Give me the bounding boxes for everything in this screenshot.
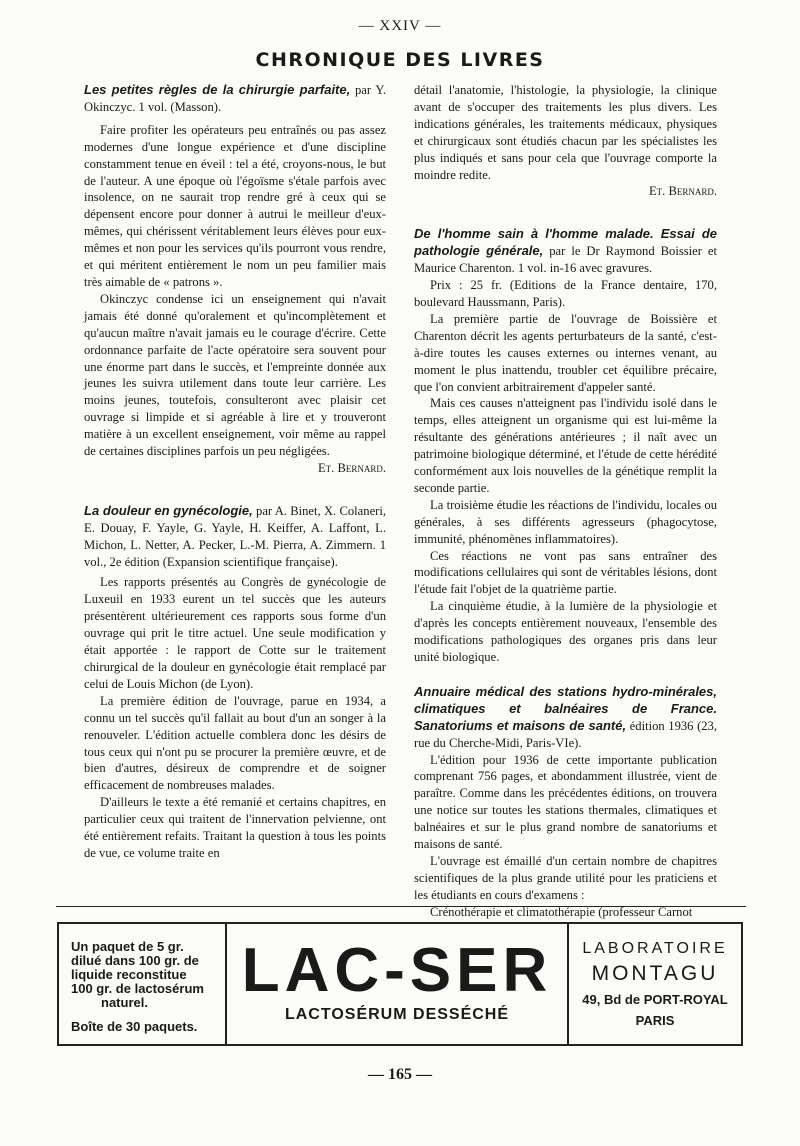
- ad-line: liquide reconstitue: [71, 967, 187, 982]
- ad-lab-city: PARIS: [635, 1013, 675, 1028]
- paragraph: La troisième étudie les réactions de l'individu, locales ou générales, à ses différents agresseurs (phagocytose, immunité, phénomènes inflammatoires).: [414, 497, 717, 546]
- ad-line: dilué dans 100 gr. de: [71, 953, 199, 968]
- review-title: Les petites règles de la chirurgie parfaite,: [84, 82, 351, 97]
- paragraph-continued: détail l'anatomie, l'histologie, la physiologie, la clinique avant de s'occuper des traitements les plus divers. Les indications générales, les traitements médicaux, physiques et chirurgicaux sont étudiés chacun par les spécialistes les plus indiqués et sans pour cela que l'ouvrage comporte la moindre redite.: [414, 83, 717, 182]
- paragraph: Ces réactions ne vont pas sans entraîner des modifications cellulaires qui sont de véritables lésions, dont l'étude fait l'objet de la quatrième partie.: [414, 548, 717, 597]
- review-price: Prix : 25 fr. (Editions de la France dentaire, 170, boulevard Haussmann, Paris).: [414, 278, 717, 309]
- page-roman-numeral: — XXIV —: [358, 18, 442, 34]
- paragraph: La première édition de l'ouvrage, parue en 1934, a connu un tel succès qu'il fallait au bout d'un an songer à la renouveler. L'édition actuelle comblera donc les désirs de tous ceux qui n'ont pu se procurer la première œuvre, et de bien d'autres, désireux de comprendre et de soigner efficacement de nombreuses malades.: [84, 693, 386, 793]
- review-title: De l'homme sain à l'homme malade. Essai de pathologie générale,: [414, 226, 717, 259]
- ad-lab-address: 49, Bd de PORT-ROYAL: [582, 992, 728, 1007]
- signature: Et. Bernard.: [317, 460, 386, 475]
- review-title: Annuaire médical des stations hydro-minérales, climatiques et balnéaires de France. Sanatoriums et maisons de santé,: [414, 683, 717, 733]
- advertisement: [57, 922, 743, 1046]
- ad-line: naturel.: [101, 995, 148, 1010]
- review-biblio: par A. Binet, X. Colaneri, E. Douay, F. Yayle, G. Yayle, H. Keiffer, A. Laffont, L. Michon, L. Netter, A. Pecker, L.-M. Pierra, A. Zimmern. 1 vol., 2e édition (Expansion scientifique française).: [84, 503, 386, 569]
- ad-lab-name: MONTAGU: [591, 962, 719, 985]
- page-title: CHRONIQUE DES LIVRES: [255, 49, 545, 71]
- paragraph: Faire profiter les opérateurs peu entraînés ou pas assez modernes d'une longue expérience et d'une discipline constamment tenue en éveil : tel a été, croyons-nous, le but de l'auteur. A une époque où l'égoïsme s'étale parfois avec insolence, on ne saurait trop rendre gré à ceux qui se dépensent encore pour donner à autrui le meilleur d'eux-mêmes, qui chérissent véritablement leurs élèves pour eux-mêmes et non pour les services qu'ils pourront vous rendre, et qui méritent entièrement le nom un peu familier mais très aimable de « patrons ».: [84, 122, 386, 289]
- ad-description: [59, 924, 227, 1044]
- right-column: [414, 82, 717, 921]
- paragraph: Mais ces causes n'atteignent pas l'individu isolé dans le temps, elles atteignent un organisme qui est lui-même la résultante des générations antérieures ; il naît avec un patrimoine biologique déterminé, et l'étude de cette hérédité conformément aux lois nouvelles de la génétique remplit la seconde partie.: [414, 396, 717, 495]
- ad-brand-block: [227, 924, 567, 1044]
- review-title: La douleur en gynécologie,: [84, 502, 253, 518]
- paragraph: La cinquième étudie, à la lumière de la physiologie et d'après les concepts entièrement nouveaux, l'ensemble des modifications pathologiques des organes pris dans leur unité biologique.: [414, 599, 717, 664]
- review-annuaire-heading: [414, 684, 717, 752]
- page-number: — 165 —: [368, 1066, 432, 1083]
- review-biblio: par Y. Okinczyc. 1 vol. (Masson).: [84, 83, 387, 114]
- ad-line: Un paquet de 5 gr.: [71, 939, 184, 954]
- review-douleur-heading: [84, 503, 386, 571]
- divider-rule: [56, 906, 746, 907]
- ad-laboratory-block: [567, 924, 741, 1044]
- review-biblio: édition 1936 (23, rue du Cherche-Midi, Paris-VIe).: [414, 718, 718, 750]
- ad-line: 100 gr. de lactosérum: [71, 981, 204, 996]
- ad-lab-label: LABORATOIRE: [582, 940, 728, 957]
- paragraph: L'ouvrage est émaillé d'un certain nombre de chapitres scientifiques de la plus grande utilité pour les praticiens et les étudiants en cours d'examens :: [414, 853, 717, 902]
- paragraph: Crénothérapie et climatothérapie (professeur Carnot: [430, 904, 693, 919]
- ad-brand-name: LAC-SER: [241, 936, 553, 1005]
- left-column: [84, 82, 386, 862]
- review-biblio: par le Dr Raymond Boissier et Maurice Charenton. 1 vol. in-16 avec gravures.: [414, 244, 717, 276]
- paragraph: D'ailleurs le texte a été remanié et certains chapitres, en particulier ceux qui traitent de l'innervation pelvienne, ont été entièrement refaits. Traitant la question à tous les points de vue, ce volume traite en: [84, 795, 386, 860]
- paragraph: La première partie de l'ouvrage de Boissière et Charenton décrit les agents perturbateurs de la santé, c'est-à-dire toutes les causes externes ou internes venant, au moment le plus inattendu, troubler cet équilibre précaire, que l'on convient arbitrairement d'appeler santé.: [414, 311, 717, 394]
- ad-brand-subtitle: LACTOSÉRUM DESSÉCHÉ: [284, 1006, 510, 1023]
- review-homme-sain-heading: [414, 226, 717, 277]
- review-okinczyc-heading: [84, 82, 386, 116]
- paragraph: Okinczyc condense ici un enseignement qui n'avait jamais été donné qu'oralement et qu'incomplètement et qu'aucun maître n'avait jamais eu le courage d'écrire. Cette ordonnance parfaite de l'acte opératoire sera souvent pour une énorme part dans le succès, et l'empreinte donnée aux jeunes les suivra utilement dans toute leur carrière. Les moins jeunes, toutefois, consulteront avec plaisir cet ouvrage si limpide et si agréable à lire et y trouveront matière à un excellent enseignement, voir même au rappel de certaines disciplines parfois un peu négligées.: [84, 291, 386, 459]
- paragraph: Les rapports présentés au Congrès de gynécologie de Luxeuil en 1933 eurent un tel succès que les auteurs présentèrent ultérieurement ces rapports sous forme d'un ouvrage qui prit le titre actuel. Une seule modification y était apportée : le rapport de Cotte sur le traitement chirurgical de la douleur en gynécologie était remplacé par celui de Louis Michon (de Lyon).: [84, 575, 386, 691]
- ad-box-count: Boîte de 30 paquets.: [71, 1019, 198, 1034]
- paragraph: L'édition pour 1936 de cette importante publication comprenant 756 pages, et abondamment illustrée, vient de paraître. Comme dans les précédentes éditions, on trouvera une notice sur toutes les stations thermales, climatiques et balnéaires et sur le plus grand nombre de sanatoriums et maisons de santé.: [414, 752, 717, 852]
- signature: Et. Bernard.: [648, 184, 717, 199]
